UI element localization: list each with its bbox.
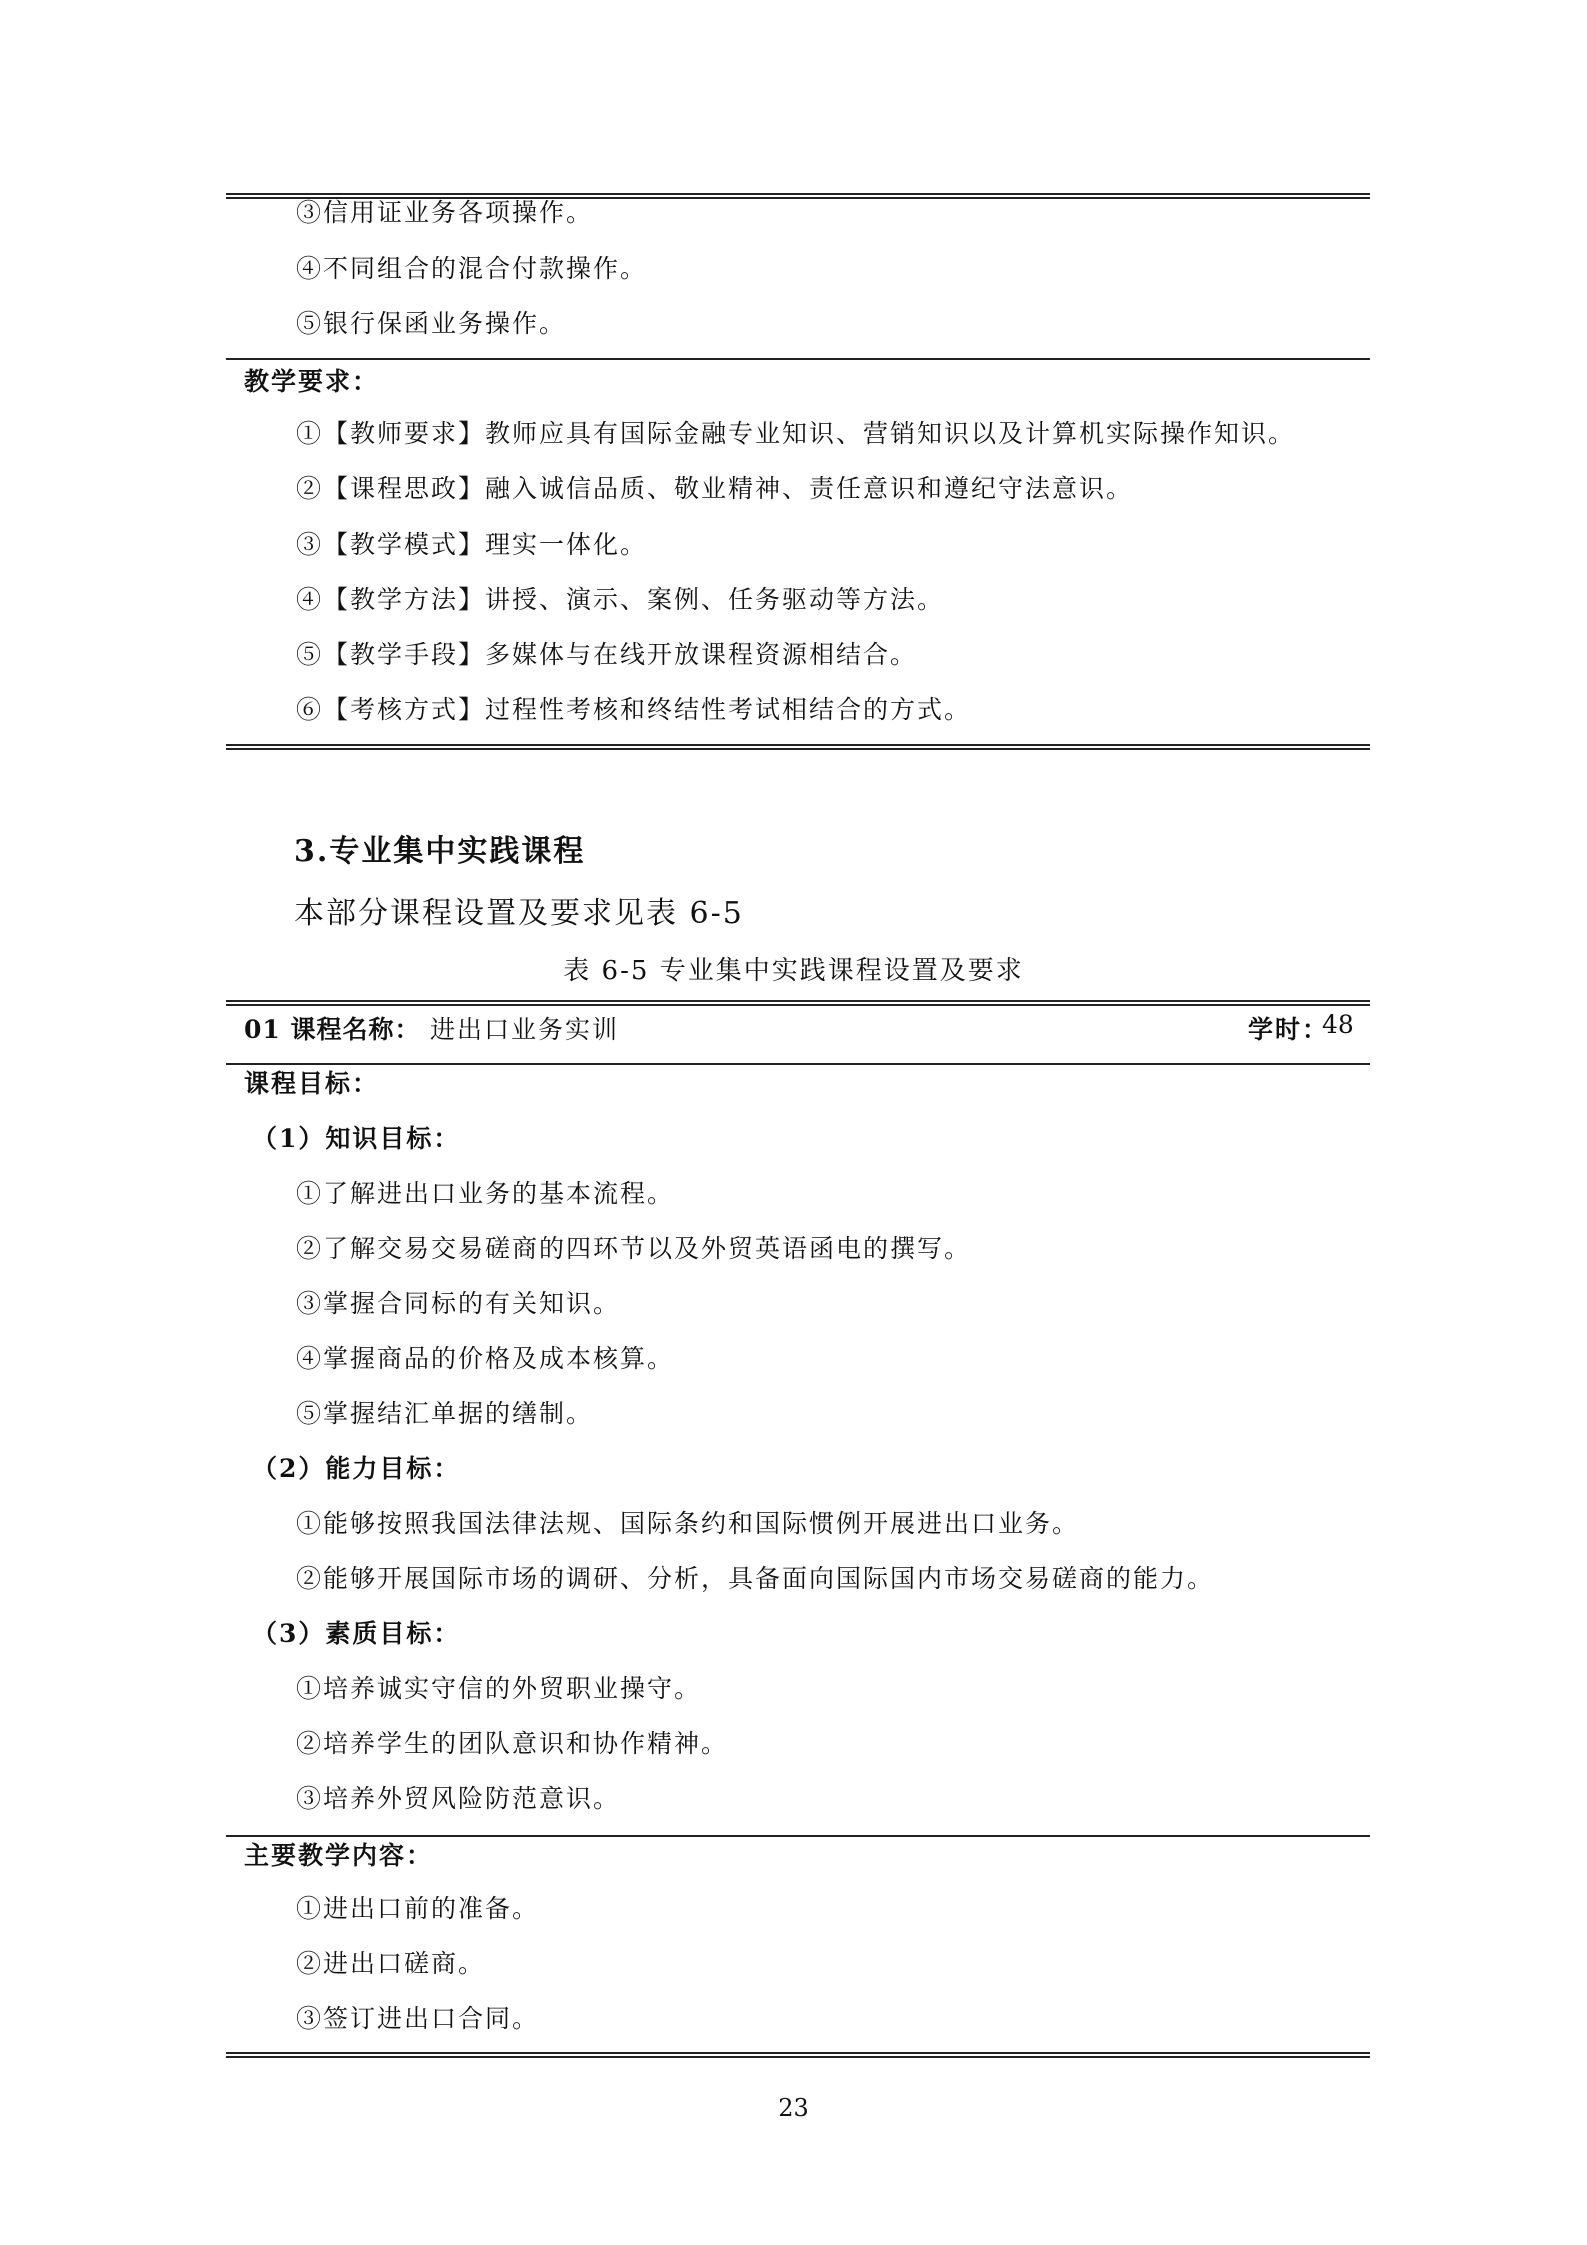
course-name: 进出口业务实训 xyxy=(430,1015,620,1044)
table-caption: 表 6-5 专业集中实践课程设置及要求 xyxy=(563,956,1024,986)
list-item: ③掌握合同标的有关知识。 xyxy=(296,1289,621,1318)
hours-label: 学时： xyxy=(1248,1015,1330,1044)
knowledge-objectives-label: （1）知识目标： xyxy=(252,1124,461,1153)
ability-objectives-label: （2）能力目标： xyxy=(252,1454,461,1483)
quality-objectives-label: （3）素质目标： xyxy=(252,1619,461,1648)
list-item: ④【教学方法】讲授、演示、案例、任务驱动等方法。 xyxy=(296,585,945,614)
list-item: ④掌握商品的价格及成本核算。 xyxy=(296,1344,675,1373)
objectives-label: 课程目标： xyxy=(244,1069,380,1098)
list-item: ①【教师要求】教师应具有国际金融专业知识、营销知识以及计算机实际操作知识。 xyxy=(296,419,1296,448)
row-divider xyxy=(226,1835,1370,1837)
list-item: ③【教学模式】理实一体化。 xyxy=(296,530,648,559)
course-name-label: 01 课程名称： xyxy=(244,1015,421,1044)
page-number: 23 xyxy=(778,2094,809,2122)
list-item: ①能够按照我国法律法规、国际条约和国际惯例开展进出口业务。 xyxy=(296,1509,1080,1538)
table-bottom-rule xyxy=(226,744,1370,750)
list-item: ④不同组合的混合付款操作。 xyxy=(296,254,648,283)
list-item: ③信用证业务各项操作。 xyxy=(296,198,594,227)
list-item: ⑤银行保函业务操作。 xyxy=(296,309,567,338)
list-item: ③签订进出口合同。 xyxy=(296,2004,540,2033)
list-item: ⑤掌握结汇单据的缮制。 xyxy=(296,1399,594,1428)
list-item: ①进出口前的准备。 xyxy=(296,1894,540,1923)
teaching-requirements-label: 教学要求： xyxy=(244,367,380,396)
table-top-rule xyxy=(226,1000,1370,1006)
list-item: ②【课程思政】融入诚信品质、敬业精神、责任意识和遵纪守法意识。 xyxy=(296,474,1134,503)
list-item: ②能够开展国际市场的调研、分析，具备面向国际国内市场交易磋商的能力。 xyxy=(296,1564,1215,1593)
table-bottom-rule xyxy=(226,2052,1370,2058)
list-item: ②了解交易交易磋商的四环节以及外贸英语函电的撰写。 xyxy=(296,1234,972,1263)
list-item: ②培养学生的团队意识和协作精神。 xyxy=(296,1729,729,1758)
list-item: ①了解进出口业务的基本流程。 xyxy=(296,1179,675,1208)
list-item: ②进出口磋商。 xyxy=(296,1949,486,1978)
section-intro: 本部分课程设置及要求见表 6-5 xyxy=(294,896,744,931)
hours-value: 48 xyxy=(1322,1010,1354,1039)
list-item: ③培养外贸风险防范意识。 xyxy=(296,1784,621,1813)
list-item: ①培养诚实守信的外贸职业操守。 xyxy=(296,1674,702,1703)
section-heading: 3.专业集中实践课程 xyxy=(294,834,586,869)
row-divider xyxy=(226,358,1370,360)
list-item: ⑤【教学手段】多媒体与在线开放课程资源相结合。 xyxy=(296,640,918,669)
main-content-label: 主要教学内容： xyxy=(244,1841,434,1870)
row-divider xyxy=(226,1063,1370,1065)
list-item: ⑥【考核方式】过程性考核和终结性考试相结合的方式。 xyxy=(296,695,972,724)
